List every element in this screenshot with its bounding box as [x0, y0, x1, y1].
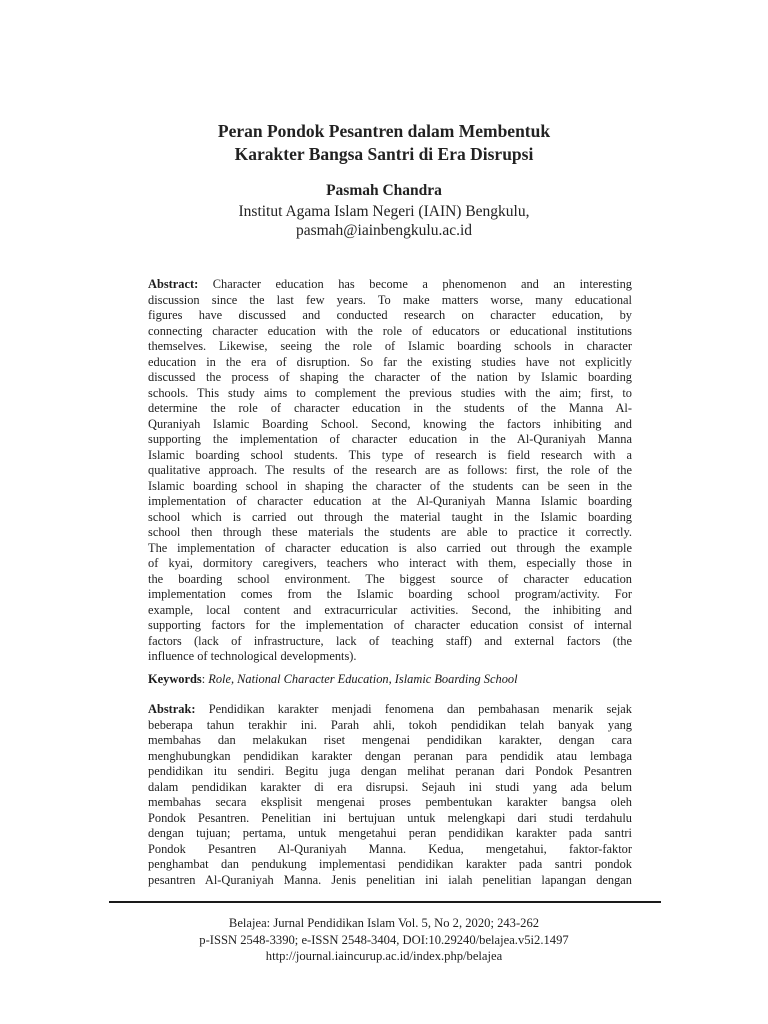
text-line: penghambat dan pendukung implementasi pendidikan karakter pada santri pondok: [148, 857, 632, 871]
text-line: supporting factors for the implementation of character education consist of internal: [148, 618, 632, 632]
text-line: example, local content and extracurricular activities. Second, the inhibiting and: [148, 602, 632, 617]
author-affiliation: [100, 202, 668, 240]
footer-citation: Belajea: Jurnal Pendidikan Islam Vol. 5, No 2, 2020; 243-262: [228, 916, 540, 930]
text-line: connecting character education with the role of educators or educational institutions: [148, 323, 632, 338]
text-line: discussion since the last few years. To make matters worse, many educational: [148, 292, 632, 307]
abstract-text: Character education has become a phenomenon and an interesting: [212, 277, 632, 291]
footer-url: http://journal.iaincurup.ac.id/index.php/belajea: [265, 949, 503, 963]
abstract-english: [148, 277, 632, 665]
text-line: Pondok Pesantren. Penelitian ini bertujuan untuk melengkapi dari studi terdahulu: [148, 810, 632, 825]
affiliation-institution: Institut Agama Islam Negeri (IAIN) Bengkulu,: [238, 203, 530, 220]
paper-title-line: Peran Pondok Pesantren dalam Membentuk: [217, 121, 551, 141]
text-line: figures have discussed and conducted research on character education, by: [148, 308, 632, 322]
text-line: Quraniyah Islamic Boarding School. Second, knowing the factors inhibiting and: [148, 416, 632, 431]
text-line: the boarding school environment. The biggest source of character education: [148, 571, 632, 586]
text-line: factors (lack of infrastructure, lack of teaching staff) and external factors (the: [148, 633, 632, 648]
text-line: membahas secara eksplisit mengenai proses pembentukan karakter bangsa oleh: [148, 795, 632, 809]
text-line: supporting the implementation of character education in the Al-Quraniyah Manna: [148, 432, 632, 446]
text-line: dengan tujuan; pertama, untuk mengetahui peran pendidikan karakter pada santri: [148, 826, 632, 840]
text-line: pesantren Al-Quraniyah Manna. Jenis penelitian ini ialah penelitian lapangan dengan: [148, 872, 632, 887]
text-line: school which is carried out through the material taught in the Islamic boarding: [148, 509, 632, 524]
text-line: school then through these materials the students are able to practice it correctly.: [148, 525, 632, 539]
text-line: schools. This study aims to complement the previous studies with the aim; first, to: [148, 385, 632, 400]
text-line: influence of technological developments).: [148, 649, 357, 663]
text-line: of kyai, dormitory caregivers, teachers who interact with them, especially those in: [148, 556, 632, 570]
text-line: Pondok Pesantren Al-Quraniyah Manna. Kedua, mengetahui, faktor-faktor: [148, 841, 632, 856]
paper-title-line: Karakter Bangsa Santri di Era Disrupsi: [234, 144, 534, 164]
text-line: dalam pendidikan karakter di era disrupsi. Sejauh ini studi yang ada belum: [148, 779, 632, 794]
keywords-separator: :: [201, 672, 209, 686]
text-line: Islamic boarding school in shaping the character of the students can be seen in the: [148, 478, 632, 493]
abstract-label: Abstract:: [148, 277, 199, 291]
abstract-text: Pendidikan karakter menjadi fenomena dan pembahasan menarik sejak: [208, 702, 632, 716]
text-line: [148, 277, 632, 293]
paper-title: [100, 120, 668, 166]
text-line: menghubungkan pendidikan karakter dengan peranan para pendidik atau lembaga: [148, 748, 632, 763]
footer-divider: [109, 901, 661, 903]
text-line: implementation comes from the Islamic boarding school program/activity. For: [148, 587, 632, 601]
keywords: [148, 672, 632, 688]
footer-issn-doi: p-ISSN 2548-3390; e-ISSN 2548-3404, DOI:10.29240/belajea.v5i2.1497: [199, 932, 569, 947]
text-line: membahas dan melakukan riset mengenai pendidikan karakter, dengan cara: [148, 733, 632, 747]
keywords-label: Keywords: [148, 672, 202, 686]
text-line: determine the role of character education in the students of the Manna Al-: [148, 401, 632, 415]
journal-footer: [100, 915, 668, 965]
text-line: education in the era of disruption. So far the existing studies have not explicitly: [148, 354, 632, 369]
text-line: Islamic boarding school students. This type of research is field research with a: [148, 447, 632, 462]
text-line: The implementation of character education is also carried out through the example: [148, 540, 632, 555]
author-email: pasmah@iainbengkulu.ac.id: [295, 222, 473, 239]
keywords-value: Role, National Character Education, Islamic Boarding School: [208, 672, 518, 686]
text-line: discussed the process of shaping the character of the nation by Islamic boarding: [148, 370, 632, 384]
text-line: pendidikan itu sendiri. Begitu juga dengan melihat peranan dari Pondok Pesantren: [148, 764, 632, 778]
text-line: qualitative approach. The results of the research are as follows: first, the role of the: [148, 463, 632, 477]
text-line: implementation of character education at the Al-Quraniyah Manna Islamic boarding: [148, 494, 632, 508]
text-line: beberapa tahun terakhir ini. Parah ahli, tokoh pendidikan telah banyak yang: [148, 717, 632, 732]
abstract-label: Abstrak:: [148, 702, 196, 716]
author-name: Pasmah Chandra: [326, 182, 442, 199]
abstract-indonesian: [148, 702, 632, 888]
text-line: themselves. Likewise, seeing the role of Islamic boarding schools in character: [148, 339, 632, 353]
text-line: [148, 702, 632, 718]
